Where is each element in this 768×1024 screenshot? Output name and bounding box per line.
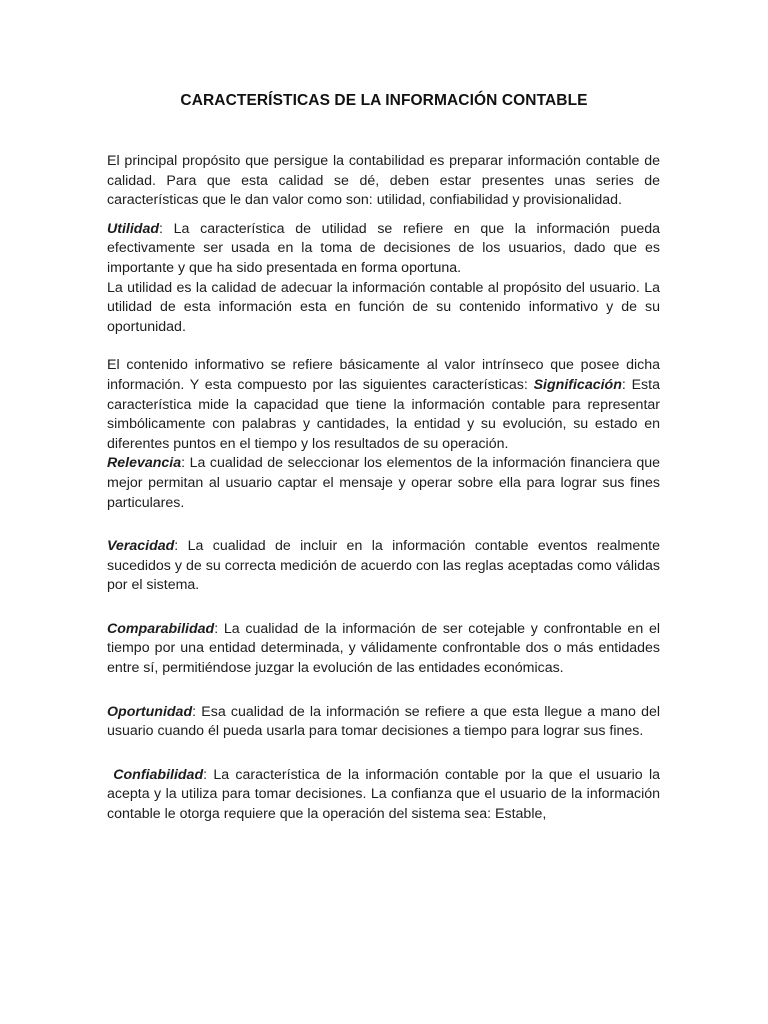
term-separator: : (174, 538, 188, 555)
document-body (107, 152, 660, 825)
veracidad-text: La cualidad de incluir en la información contable eventos realmente sucedidos y de su correcta medición de acuerdo con las reglas aceptadas como válidas por el sistema. (107, 538, 660, 594)
contenido-text: El contenido informativo se refiere básicamente al valor intrínseco que posee dicha información. Y esta compuesto por las siguientes características: (107, 357, 660, 393)
term-separator: : (203, 766, 214, 783)
spacer (107, 679, 660, 703)
utilidad-paragraph (107, 220, 660, 338)
confiabilidad-term: Confiabilidad (113, 766, 204, 783)
veracidad-term: Veracidad (107, 538, 175, 555)
spacer (107, 513, 660, 537)
oportunidad-text: Esa cualidad de la información se refiere a que esta llegue a mano del usuario cuando él pueda usarla para tomar decisiones a tiempo para lograr sus fines. (107, 703, 660, 740)
term-separator: : (181, 455, 190, 472)
term-separator: : (159, 220, 174, 237)
utilidad-term: Utilidad (107, 220, 160, 237)
veracidad-paragraph (107, 537, 660, 596)
utilidad-text: La característica de utilidad se refiere en que la información pueda efectivamente ser usada en la toma de decisiones de los usuarios, dado que es importante y que ha sido presentada en forma oportuna. (107, 220, 660, 276)
term-separator: : (621, 376, 632, 393)
spacer (107, 211, 660, 220)
significacion-text: Esta característica mide la capacidad que tiene la información contable para representar simbólicamente con palabras y cantidades, la entidad y su evolución, su estado en diferentes puntos en el tiempo y los resultados de su operación. (107, 376, 660, 452)
spacer (107, 596, 660, 620)
spacer (107, 337, 660, 356)
intro-paragraph: El principal propósito que persigue la contabilidad es preparar información contable de calidad. Para que esta calidad se dé, deben estar presentes unas series de características que le dan valor como son: utilidad, confiabilidad y provisionalidad. (107, 153, 660, 209)
relevancia-term: Relevancia (107, 455, 182, 472)
comparabilidad-text: La cualidad de la información de ser cotejable y confrontable en el tiempo por una entidad determinada, y válidamente confrontable dos o más entidades entre sí, permitiéndose juzgar la evolución de las entidades económicas. (107, 620, 660, 677)
significacion-term: Significación (533, 376, 622, 393)
term-separator: : (192, 703, 202, 720)
oportunidad-term: Oportunidad (107, 703, 193, 720)
utilidad-text-2: La utilidad es la calidad de adecuar la información contable al propósito del usuario. La utilidad de esta información esta en función de su contenido informativo y de su oportunidad. (107, 279, 660, 335)
confiabilidad-paragraph (107, 766, 660, 825)
document-title: CARACTERÍSTICAS DE LA INFORMACIÓN CONTABLE (180, 92, 588, 109)
comparabilidad-term: Comparabilidad (107, 620, 215, 637)
term-separator: : (214, 620, 224, 637)
oportunidad-paragraph (107, 703, 660, 742)
comparabilidad-paragraph (107, 620, 660, 679)
contenido-paragraph (107, 356, 660, 513)
relevancia-text: La cualidad de seleccionar los elementos de la información financiera que mejor permitan al usuario captar el mensaje y operar sobre ella para lograr sus fines particulares. (107, 455, 660, 511)
spacer (107, 742, 660, 766)
confiabilidad-text: La característica de la información contable por la que el usuario la acepta y la utiliza para tomar decisiones. La confianza que el usuario de la información contable le otorga requiere que la operación del sistema sea: Estable, (107, 766, 660, 823)
